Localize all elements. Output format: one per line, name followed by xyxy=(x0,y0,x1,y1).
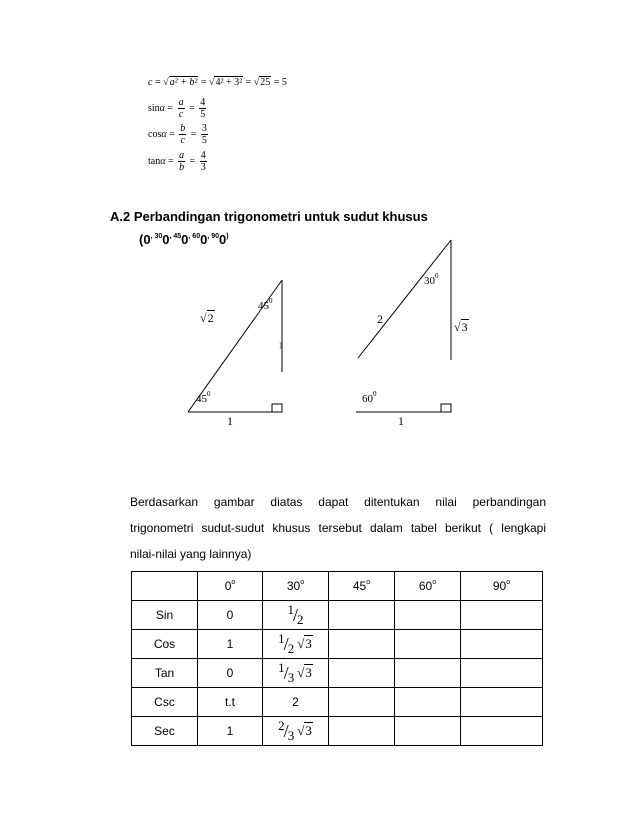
formula-c: c = √a² + b² = √4² + 3² = √25 = 5 xyxy=(148,77,287,88)
table-row xyxy=(132,601,543,630)
cell-30: 1 / 2 xyxy=(263,601,329,630)
paragraph-line-1: Berdasarkan gambar diatas dapat ditentukan nilai perbandingan xyxy=(130,495,546,509)
triangle-45-base-label: 1 xyxy=(227,414,233,428)
table-header-cell: 30$^o$ xyxy=(263,572,329,601)
table-header-cell: 60$^o$ xyxy=(395,572,461,601)
triangle-60-top-angle: $30^0$ xyxy=(424,272,439,287)
row-label: Sin xyxy=(132,601,198,630)
triangle-60-hypotenuse xyxy=(358,240,451,358)
cell-90[interactable] xyxy=(461,601,543,630)
triangle-60 xyxy=(356,240,451,412)
instruction-paragraph xyxy=(130,489,546,567)
section-angles: ($0^{, 30}0^{, 45}0^{, 60}0^{, 90}0^)$ xyxy=(139,232,229,247)
cell-90[interactable] xyxy=(461,630,543,659)
table-row xyxy=(132,630,543,659)
cell-30: 1 / 2 √3 xyxy=(263,630,329,659)
row-label: Tan xyxy=(132,659,198,688)
cell-90[interactable] xyxy=(461,688,543,717)
cell-60[interactable] xyxy=(395,630,461,659)
formula-sin: sinα = $\frac{a}{c}$ = $\frac{4}{5}$ xyxy=(148,97,206,120)
triangle-60-hyp-label: 2 xyxy=(377,312,383,326)
triangle-45-right-angle-mark xyxy=(272,404,282,412)
triangle-45-right-label: 1 xyxy=(278,340,284,352)
cell-60[interactable] xyxy=(395,688,461,717)
section-title: A.2 Perbandingan trigonometri untuk sudut khusus xyxy=(110,209,428,224)
table-row xyxy=(132,659,543,688)
cell-30: 2 xyxy=(263,688,329,717)
cell-60[interactable] xyxy=(395,717,461,746)
cell-0: t.t xyxy=(198,688,263,717)
cell-0: 1 xyxy=(198,717,263,746)
triangle-45-hyp-label: √2 xyxy=(200,311,214,325)
cell-0: 1 xyxy=(198,630,263,659)
triangle-60-right-label: √3 xyxy=(454,320,468,334)
cell-45[interactable] xyxy=(329,659,395,688)
cell-90[interactable] xyxy=(461,659,543,688)
radicand-ab: a² + b² xyxy=(169,77,198,88)
paragraph-line-3: nilai-nilai yang lainnya) xyxy=(130,547,252,561)
table-header-cell: 0$^o$ xyxy=(198,572,263,601)
table-header-cell: 90$^o$ xyxy=(461,572,543,601)
cell-0: 0 xyxy=(198,659,263,688)
cell-45[interactable] xyxy=(329,630,395,659)
radicand-25: 25 xyxy=(260,77,271,88)
cell-30: 1 / 3 √3 xyxy=(263,659,329,688)
table-header-row xyxy=(132,572,543,601)
cell-45[interactable] xyxy=(329,717,395,746)
triangle-60-base-label: 1 xyxy=(398,414,404,428)
paragraph-line-2: trigonometri sudut-sudut khusus tersebut dalam tabel berikut ( lengkapi xyxy=(130,521,546,535)
trig-values-table xyxy=(131,571,543,746)
formula-cos: cosα = $\frac{b}{c}$ = $\frac{3}{5}$ xyxy=(148,123,207,146)
cell-60[interactable] xyxy=(395,659,461,688)
row-label: Csc xyxy=(132,688,198,717)
table-row xyxy=(132,717,543,746)
radicand-43: 4² + 3² xyxy=(215,77,243,88)
table-row xyxy=(132,688,543,717)
cell-45[interactable] xyxy=(329,688,395,717)
formula-tan: tanα = $\frac{a}{b}$ = $\frac{4}{3}$ xyxy=(148,150,206,173)
triangle-60-base-angle: $60^0$ xyxy=(362,390,377,405)
cell-30: 2 / 3 √3 xyxy=(263,717,329,746)
row-label: Cos xyxy=(132,630,198,659)
triangle-60-right-angle-mark xyxy=(441,404,451,412)
cell-60[interactable] xyxy=(395,601,461,630)
c-result: 5 xyxy=(281,77,287,88)
cell-45[interactable] xyxy=(329,601,395,630)
triangle-45-top-angle: $45^0$ xyxy=(258,297,273,312)
row-label: Sec xyxy=(132,717,198,746)
cell-90[interactable] xyxy=(461,717,543,746)
table-header-cell: 45$^o$ xyxy=(329,572,395,601)
table-header-cell xyxy=(132,572,198,601)
triangle-45-base-angle: $45^0$ xyxy=(196,390,211,405)
cell-0: 0 xyxy=(198,601,263,630)
